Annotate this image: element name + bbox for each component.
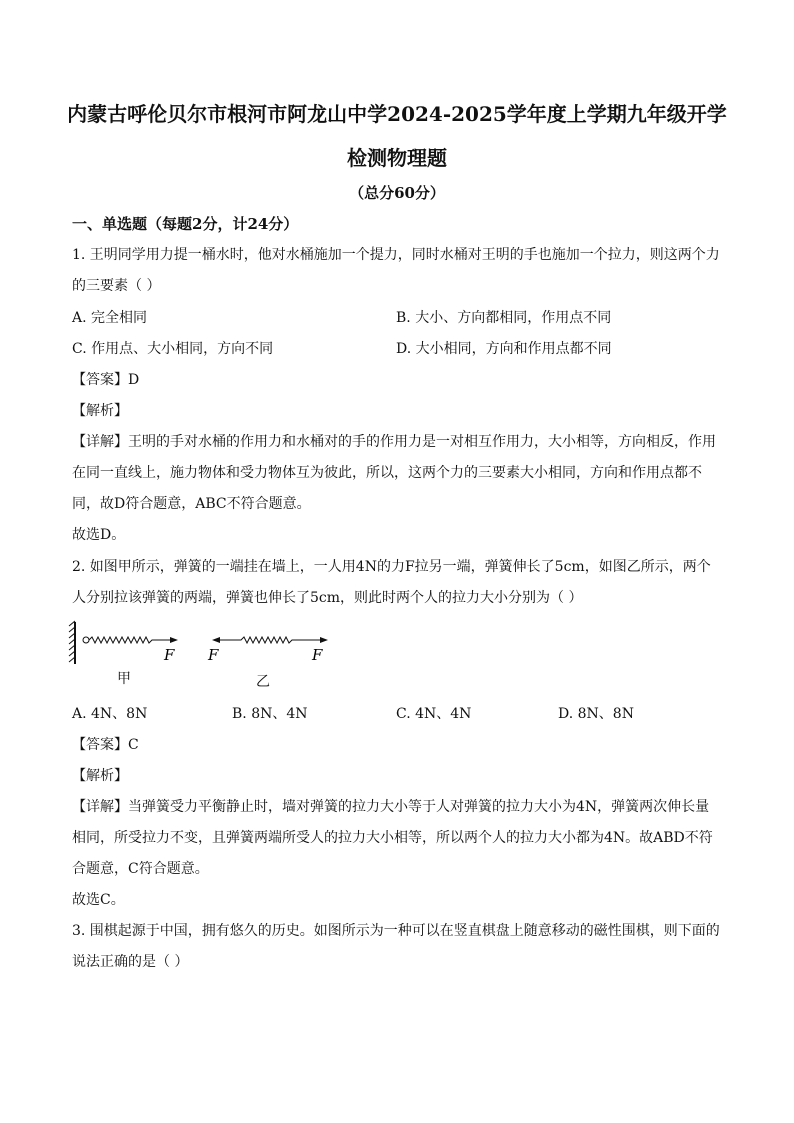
spring-coil-jia <box>89 637 174 643</box>
spring-hook-jia <box>83 637 89 643</box>
q1-option-a: A. 完全相同 <box>72 310 148 326</box>
document-title-line2: 检测物理题 <box>347 146 447 170</box>
spring-coil-yi <box>216 637 322 643</box>
q1-detail-line3: 同，故D符合题意，ABC不符合题意。 <box>72 496 311 512</box>
q1-detail-line1: 【详解】王明的手对水桶的作用力和水桶对的手的作用力是一对相互作用力，大小相等，方向相反，作用 <box>72 434 716 450</box>
q1-conclusion: 故选D。 <box>72 527 126 543</box>
q2-conclusion: 故选C。 <box>72 892 125 908</box>
q2-option-c: C. 4N、4N <box>396 706 472 722</box>
q1-answer: 【答案】D <box>72 372 140 388</box>
spring-diagram <box>66 618 346 690</box>
q3-stem-line2: 说法正确的是（ ） <box>72 954 189 970</box>
total-score: （总分60分） <box>349 184 445 202</box>
q1-option-b: B. 大小、方向都相同，作用点不同 <box>396 310 612 326</box>
force-label-yi-right: F <box>312 646 323 664</box>
q1-analysis-heading: 【解析】 <box>72 403 128 419</box>
force-label-yi-left: F <box>208 646 219 664</box>
force-label-jia: F <box>164 646 175 664</box>
spring-diagram-svg <box>66 618 346 690</box>
q2-detail-line3: 合题意，C符合题意。 <box>72 861 209 877</box>
section-heading: 一、单选题（每题2分，计24分） <box>72 215 299 233</box>
q2-detail-line2: 相同，所受拉力不变，且弹簧两端所受人的拉力大小相等，所以两个人的拉力大小都为4N。故ABD不符 <box>72 830 713 846</box>
q1-option-c: C. 作用点、大小相同，方向不同 <box>72 341 274 357</box>
q1-option-d: D. 大小相同，方向和作用点都不同 <box>396 341 612 357</box>
q2-option-a: A. 4N、8N <box>72 706 148 722</box>
arrow-jia <box>170 637 178 643</box>
figure-label-yi: 乙 <box>256 674 270 690</box>
figure-label-jia: 甲 <box>117 671 131 687</box>
q2-detail-line1: 【详解】当弹簧受力平衡静止时，墙对弹簧的拉力大小等于人对弹簧的拉力大小为4N，弹簧两次伸长量 <box>72 799 710 815</box>
q3-stem-line1: 3. 围棋起源于中国，拥有悠久的历史。如图所示为一种可以在竖直棋盘上随意移动的磁性围棋，则下面的 <box>72 923 720 939</box>
q2-stem-line2: 人分别拉该弹簧的两端，弹簧也伸长了5cm，则此时两个人的拉力大小分别为（ ） <box>72 590 583 606</box>
q2-option-b: B. 8N、4N <box>232 706 308 722</box>
q1-stem-line1: 1. 王明同学用力提一桶水时，他对水桶施加一个提力，同时水桶对王明的手也施加一个拉力，则这两个力 <box>72 247 720 263</box>
q2-analysis-heading: 【解析】 <box>72 768 128 784</box>
q2-answer: 【答案】C <box>72 737 139 753</box>
q1-detail-line2: 在同一直线上，施力物体和受力物体互为彼此，所以，这两个力的三要素大小相同，方向和作用点都不 <box>72 465 702 481</box>
arrow-yi-right <box>320 637 328 643</box>
q2-stem-line1: 2. 如图甲所示，弹簧的一端挂在墙上，一人用4N的力F拉另一端，弹簧伸长了5cm，如图乙所示，两个 <box>72 559 711 575</box>
q1-stem-line2: 的三要素（ ） <box>72 278 161 294</box>
q2-option-d: D. 8N、8N <box>558 706 634 722</box>
document-title-line1: 内蒙古呼伦贝尔市根河市阿龙山中学2024-2025学年度上学期九年级开学 <box>67 102 727 126</box>
